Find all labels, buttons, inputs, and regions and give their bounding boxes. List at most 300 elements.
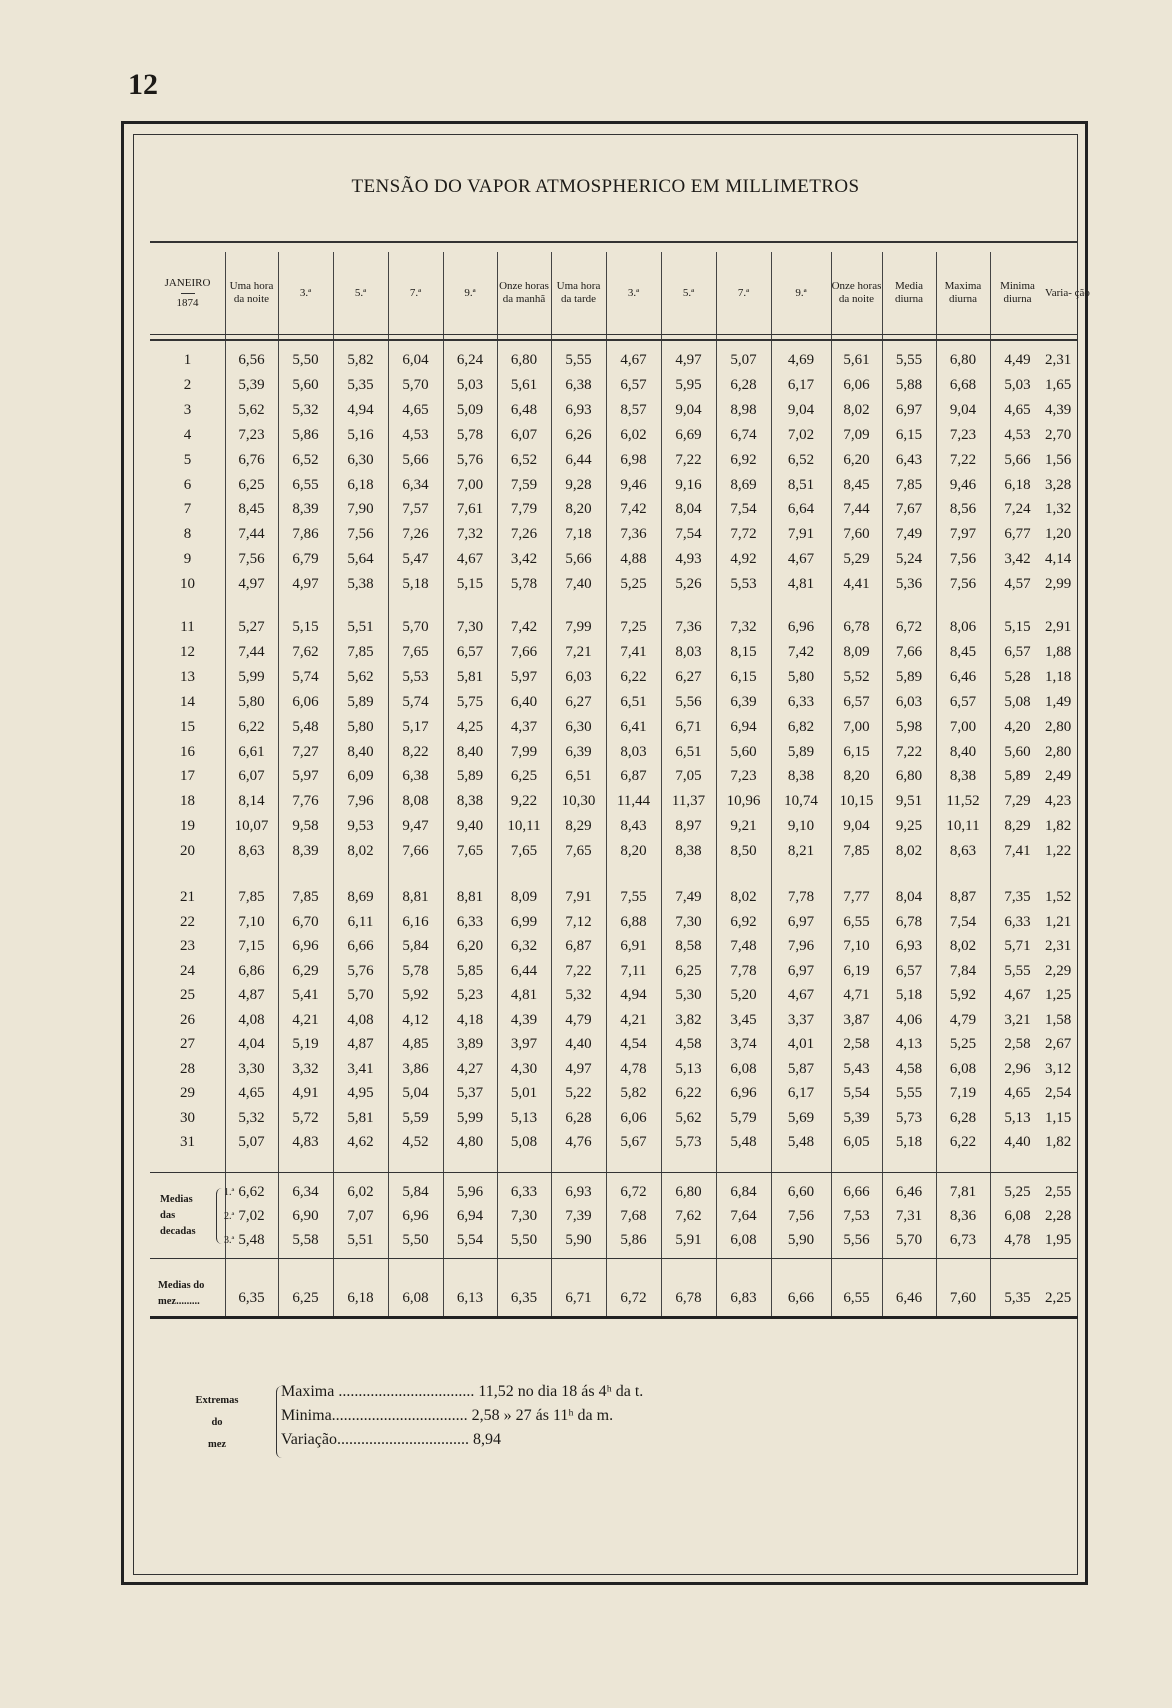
value-cell: 6,34 (292, 1184, 319, 1200)
value-cell: 9,53 (347, 818, 374, 835)
value-cell: 1,21 (1045, 913, 1072, 930)
value-cell: 4,39 (1045, 401, 1072, 418)
value-cell: 6,25 (292, 1290, 319, 1306)
value-cell: 6,38 (565, 376, 592, 393)
value-cell: 6,82 (787, 718, 815, 735)
value-cell: 7,02 (238, 1208, 265, 1224)
value-cell: 5,62 (238, 401, 265, 418)
value-cell: 5,90 (787, 1232, 815, 1248)
value-cell: 8,45 (949, 643, 977, 660)
value-cell: 5,61 (843, 352, 870, 368)
value-cell: 5,30 (675, 987, 702, 1003)
value-cell: 6,06 (620, 1109, 647, 1126)
value-cell: 7,48 (730, 938, 757, 954)
value-cell: 1,52 (1045, 889, 1072, 905)
value-cell: 7,56 (238, 551, 265, 568)
value-cell: 4,58 (675, 1036, 702, 1052)
value-cell: 7,24 (1004, 501, 1031, 518)
value-cell: 6,29 (292, 962, 319, 979)
value-cell: 6,24 (456, 352, 484, 368)
value-cell: 5,60 (730, 743, 757, 760)
value-cell: 5,86 (292, 426, 319, 443)
value-cell: 5,75 (456, 693, 484, 710)
value-cell: 6,69 (675, 426, 702, 443)
value-cell: 5,55 (895, 352, 923, 368)
value-cell: 7,54 (949, 913, 977, 930)
value-cell: 6,51 (565, 768, 592, 785)
value-cell: 5,71 (1004, 938, 1031, 954)
day-number: 29 (180, 1085, 195, 1101)
value-cell: 5,22 (565, 1085, 592, 1101)
value-cell: 5,50 (402, 1232, 429, 1248)
value-cell: 5,01 (510, 1085, 538, 1101)
value-cell: 6,76 (238, 451, 265, 468)
value-cell: 3,89 (456, 1036, 484, 1052)
value-cell: 2,91 (1045, 619, 1072, 635)
table-row (150, 522, 1078, 547)
value-cell: 9,47 (402, 818, 429, 835)
value-cell: 8,21 (787, 843, 815, 860)
value-cell: 6,41 (620, 718, 647, 735)
value-cell: 6,80 (510, 352, 538, 368)
value-cell: 5,26 (675, 576, 702, 593)
value-cell: 6,06 (843, 376, 870, 393)
value-cell: 2,31 (1045, 352, 1072, 368)
value-cell: 6,51 (675, 743, 702, 760)
value-cell: 7,77 (843, 889, 870, 905)
value-cell: 6,98 (620, 451, 647, 468)
value-cell: 7,60 (843, 526, 870, 543)
value-cell: 8,56 (949, 501, 977, 518)
day-number: 19 (180, 818, 195, 835)
value-cell: 4,40 (1004, 1134, 1031, 1150)
value-cell: 5,78 (402, 962, 429, 979)
value-cell: 7,22 (949, 451, 977, 468)
value-cell: 6,33 (1004, 913, 1031, 930)
day-number: 21 (180, 889, 195, 905)
value-cell: 4,23 (1045, 793, 1072, 810)
value-cell: 8,04 (895, 889, 923, 905)
value-cell: 3,97 (510, 1036, 538, 1052)
value-cell: 4,65 (238, 1085, 265, 1101)
value-cell: 1,82 (1045, 1134, 1072, 1150)
value-cell: 5,41 (292, 987, 319, 1003)
header-rule-thick (150, 339, 1078, 341)
header-year: 1874 (176, 296, 199, 309)
header-column: 5.ª (354, 286, 367, 299)
value-cell: 6,77 (1004, 526, 1031, 543)
value-cell: 6,15 (895, 426, 923, 443)
value-cell: 5,96 (456, 1184, 484, 1200)
value-cell: 5,55 (565, 352, 592, 368)
value-cell: 2,29 (1045, 962, 1072, 979)
value-cell: 5,88 (895, 376, 923, 393)
value-cell: 7,78 (787, 889, 815, 905)
value-cell: 7,39 (565, 1208, 592, 1224)
value-cell: 8,38 (456, 793, 484, 810)
value-cell: 7,85 (238, 889, 265, 905)
value-cell: 2,58 (843, 1036, 870, 1052)
value-cell: 7,23 (238, 426, 265, 443)
value-cell: 5,82 (620, 1085, 647, 1101)
table-row (150, 547, 1078, 572)
value-cell: 7,44 (238, 526, 265, 543)
value-cell: 7,85 (895, 476, 923, 493)
value-cell: 5,70 (402, 619, 429, 635)
day-number: 10 (180, 576, 195, 593)
header-rule (150, 334, 1078, 335)
value-cell: 6,09 (347, 768, 374, 785)
value-cell: 9,25 (895, 818, 923, 835)
value-cell: 4,53 (402, 426, 429, 443)
value-cell: 4,41 (843, 576, 870, 593)
month-mean-row (150, 1286, 1078, 1311)
value-cell: 7,36 (620, 526, 647, 543)
value-cell: 8,03 (675, 643, 702, 660)
header-column: Media diurna (894, 280, 924, 305)
value-cell: 4,87 (238, 987, 265, 1003)
value-cell: 6,28 (565, 1109, 592, 1126)
value-cell: 6,33 (787, 693, 815, 710)
value-cell: 6,80 (895, 768, 923, 785)
value-cell: 8,22 (402, 743, 429, 760)
value-cell: 7,49 (895, 526, 923, 543)
value-cell: 6,15 (730, 668, 757, 685)
value-cell: 6,33 (510, 1184, 538, 1200)
value-cell: 5,13 (1004, 1109, 1031, 1126)
value-cell: 9,04 (843, 818, 870, 835)
extremes-line: Variação................................. 8,94 (281, 1431, 501, 1448)
extremes-label (182, 1390, 252, 1456)
value-cell: 7,00 (949, 718, 977, 735)
value-cell: 7,86 (292, 526, 319, 543)
table-row (150, 423, 1078, 448)
value-cell: 4,20 (1004, 718, 1031, 735)
value-cell: 5,84 (402, 1184, 429, 1200)
value-cell: 4,76 (565, 1134, 592, 1150)
value-cell: 7,42 (620, 501, 647, 518)
value-cell: 4,65 (1004, 1085, 1031, 1101)
value-cell: 5,20 (730, 987, 757, 1003)
day-number: 27 (180, 1036, 195, 1052)
value-cell: 7,00 (456, 476, 484, 493)
value-cell: 5,25 (949, 1036, 977, 1052)
value-cell: 9,40 (456, 818, 484, 835)
value-cell: 8,57 (620, 401, 647, 418)
value-cell: 6,08 (730, 1232, 757, 1248)
value-cell: 5,18 (402, 576, 429, 593)
value-cell: 5,73 (675, 1134, 702, 1150)
value-cell: 9,21 (730, 818, 757, 835)
extremes-label-line: mez (207, 1439, 227, 1450)
value-cell: 7,55 (620, 889, 647, 905)
value-cell: 8,38 (787, 768, 815, 785)
value-cell: 7,99 (565, 619, 592, 635)
value-cell: 4,79 (949, 1011, 977, 1028)
value-cell: 5,62 (347, 668, 374, 685)
value-cell: 6,17 (787, 1085, 815, 1101)
day-number: 16 (180, 743, 195, 760)
value-cell: 5,64 (347, 551, 374, 568)
value-cell: 5,32 (238, 1109, 265, 1126)
value-cell: 6,35 (238, 1290, 265, 1306)
value-cell: 5,43 (843, 1060, 870, 1077)
value-cell: 6,34 (402, 476, 429, 493)
header-column: 7.ª (737, 286, 750, 299)
table-row (150, 348, 1078, 373)
value-cell: 7,32 (730, 619, 757, 635)
value-cell: 9,04 (949, 401, 977, 418)
value-cell: 6,06 (292, 693, 319, 710)
value-cell: 5,27 (238, 619, 265, 635)
value-cell: 6,57 (895, 962, 923, 979)
value-cell: 5,15 (292, 619, 319, 635)
value-cell: 6,05 (843, 1134, 870, 1150)
value-cell: 6,25 (238, 476, 265, 493)
value-cell: 6,96 (292, 938, 319, 954)
value-cell: 7,53 (843, 1208, 870, 1224)
value-cell: 6,72 (620, 1184, 647, 1200)
value-cell: 7,91 (787, 526, 815, 543)
day-number: 20 (180, 843, 195, 860)
value-cell: 5,76 (347, 962, 374, 979)
value-cell: 7,66 (402, 843, 429, 860)
value-cell: 3,28 (1045, 476, 1072, 493)
value-cell: 7,65 (565, 843, 592, 860)
extremes-line: Minima.................................. 2,58 » 27 ás 11ʰ da m. (281, 1407, 614, 1424)
value-cell: 3,82 (675, 1011, 702, 1028)
value-cell: 5,29 (843, 551, 870, 568)
value-cell: 6,02 (347, 1184, 374, 1200)
value-cell: 5,61 (510, 376, 538, 393)
value-cell: 10,11 (946, 818, 980, 835)
value-cell: 7,65 (510, 843, 538, 860)
header-column: 9.ª (464, 286, 476, 299)
value-cell: 7,25 (620, 619, 647, 635)
value-cell: 6,55 (843, 913, 870, 930)
value-cell: 5,25 (620, 576, 647, 593)
value-cell: 7,90 (347, 501, 374, 518)
value-cell: 4,78 (1004, 1232, 1031, 1248)
value-cell: 8,69 (730, 476, 757, 493)
value-cell: 5,03 (1004, 376, 1031, 393)
day-number: 4 (183, 426, 192, 443)
value-cell: 1,56 (1045, 451, 1072, 468)
value-cell: 9,46 (949, 476, 977, 493)
value-cell: 5,97 (510, 668, 538, 685)
value-cell: 8,45 (238, 501, 265, 518)
table-title: TENSÃO DO VAPOR ATMOSPHERICO EM MILLIMETROS (351, 176, 860, 197)
value-cell: 2,28 (1045, 1208, 1072, 1224)
value-cell: 6,25 (675, 962, 702, 979)
value-cell: 6,44 (565, 451, 592, 468)
value-cell: 5,66 (402, 451, 429, 468)
value-cell: 6,30 (347, 451, 374, 468)
value-cell: 11,52 (946, 793, 980, 810)
table-row (150, 983, 1078, 1008)
value-cell: 6,13 (456, 1290, 484, 1306)
day-number: 2 (183, 376, 192, 393)
value-cell: 8,02 (895, 843, 923, 860)
value-cell: 7,68 (620, 1208, 647, 1224)
value-cell: 1,49 (1045, 693, 1072, 710)
value-cell: 1,32 (1045, 501, 1072, 518)
value-cell: 6,22 (675, 1085, 702, 1101)
value-cell: 5,92 (402, 987, 429, 1003)
value-cell: 7,84 (949, 962, 977, 979)
value-cell: 5,81 (456, 668, 484, 685)
value-cell: 4,79 (565, 1011, 592, 1028)
value-cell: 1,25 (1045, 987, 1072, 1003)
value-cell: 7,66 (895, 643, 923, 660)
value-cell: 6,86 (238, 962, 265, 979)
value-cell: 6,22 (620, 668, 647, 685)
decade-number: 2.ª (224, 1211, 235, 1222)
value-cell: 7,85 (843, 843, 870, 860)
value-cell: 4,21 (620, 1011, 647, 1028)
value-cell: 6,78 (843, 619, 870, 635)
value-cell: 6,64 (787, 501, 815, 518)
header-column: 5.ª (682, 286, 695, 299)
header-column: 3.ª (299, 286, 312, 299)
value-cell: 6,57 (456, 643, 484, 660)
value-cell: 1,58 (1045, 1011, 1072, 1028)
value-cell: 6,87 (565, 938, 592, 954)
decade-means-label-line: das (160, 1210, 176, 1221)
value-cell: 6,94 (730, 718, 757, 735)
value-cell: 4,18 (456, 1011, 484, 1028)
value-cell: 2,80 (1045, 718, 1072, 735)
value-cell: 6,19 (843, 962, 870, 979)
value-cell: 6,66 (347, 938, 374, 954)
value-cell: 7,18 (565, 526, 592, 543)
value-cell: 6,18 (347, 476, 374, 493)
table-row (150, 497, 1078, 522)
value-cell: 6,80 (949, 352, 977, 368)
value-cell: 8,08 (402, 793, 429, 810)
value-cell: 6,52 (787, 451, 815, 468)
value-cell: 4,52 (402, 1134, 429, 1150)
value-cell: 6,17 (787, 376, 815, 393)
day-number: 3 (183, 401, 192, 418)
value-cell: 8,98 (730, 401, 757, 418)
value-cell: 6,27 (565, 693, 592, 710)
value-cell: 5,37 (456, 1085, 484, 1101)
value-cell: 1,65 (1045, 376, 1072, 393)
value-cell: 8,20 (565, 501, 592, 518)
header-month-year (150, 252, 225, 334)
value-cell: 4,37 (510, 718, 538, 735)
value-cell: 6,38 (402, 768, 429, 785)
table-row (150, 373, 1078, 398)
value-cell: 5,98 (895, 718, 923, 735)
value-cell: 5,87 (787, 1060, 815, 1077)
value-cell: 3,37 (787, 1011, 815, 1028)
value-cell: 6,71 (675, 718, 702, 735)
value-cell: 6,03 (895, 693, 923, 710)
value-cell: 4,85 (402, 1036, 429, 1052)
value-cell: 7,05 (675, 768, 702, 785)
value-cell: 4,91 (292, 1085, 319, 1101)
value-cell: 7,97 (949, 526, 977, 543)
table-row (150, 690, 1078, 715)
value-cell: 2,55 (1045, 1184, 1072, 1200)
value-cell: 7,99 (510, 743, 538, 760)
header-column: 9.ª (795, 286, 807, 299)
value-cell: 6,51 (620, 693, 647, 710)
value-cell: 3,42 (510, 551, 538, 568)
value-cell: 4,62 (347, 1134, 374, 1150)
value-cell: 5,50 (510, 1232, 538, 1248)
value-cell: 5,73 (895, 1109, 923, 1126)
day-number: 14 (180, 693, 195, 710)
value-cell: 5,84 (402, 938, 429, 954)
value-cell: 7,22 (895, 743, 923, 760)
header-dash (181, 293, 195, 294)
table-row (150, 398, 1078, 423)
value-cell: 7,56 (347, 526, 374, 543)
value-cell: 6,03 (565, 668, 592, 685)
value-cell: 5,66 (1004, 451, 1031, 468)
value-cell: 7,26 (510, 526, 538, 543)
value-cell: 5,52 (843, 668, 870, 685)
value-cell: 4,93 (675, 551, 702, 568)
value-cell: 7,41 (620, 643, 647, 660)
value-cell: 5,92 (949, 987, 977, 1003)
value-cell: 4,04 (238, 1036, 265, 1052)
value-cell: 6,97 (787, 962, 815, 979)
value-cell: 9,22 (510, 793, 538, 810)
value-cell: 7,67 (895, 501, 923, 518)
value-cell: 6,96 (402, 1208, 429, 1224)
value-cell: 5,55 (1004, 962, 1031, 979)
value-cell: 6,74 (730, 426, 757, 443)
header-month: JANEIRO (164, 276, 211, 289)
table-row (150, 740, 1078, 765)
value-cell: 8,81 (402, 889, 429, 905)
decade-number: 3.ª (224, 1235, 235, 1246)
value-cell: 5,55 (895, 1085, 923, 1101)
value-cell: 6,93 (895, 938, 923, 954)
value-cell: 5,09 (456, 401, 484, 418)
value-cell: 8,38 (949, 768, 977, 785)
value-cell: 9,04 (675, 401, 702, 418)
value-cell: 6,39 (565, 743, 592, 760)
value-cell: 8,45 (843, 476, 870, 493)
value-cell: 7,30 (675, 913, 702, 930)
value-cell: 5,70 (402, 376, 429, 393)
value-cell: 5,47 (402, 551, 429, 568)
value-cell: 8,29 (565, 818, 592, 835)
value-cell: 5,89 (1004, 768, 1031, 785)
extremes-label-line: Extremas (195, 1395, 239, 1406)
title-separator (150, 241, 1078, 243)
value-cell: 5,60 (1004, 743, 1031, 760)
value-cell: 6,20 (456, 938, 484, 954)
page-number: 12 (128, 68, 158, 101)
value-cell: 6,91 (620, 938, 647, 954)
value-cell: 7,57 (402, 501, 429, 518)
value-cell: 7,62 (675, 1208, 702, 1224)
value-cell: 5,51 (347, 1232, 374, 1248)
value-cell: 4,27 (456, 1060, 484, 1077)
value-cell: 5,18 (895, 987, 923, 1003)
value-cell: 10,15 (839, 793, 874, 810)
value-cell: 8,36 (949, 1208, 977, 1224)
value-cell: 2,99 (1045, 576, 1072, 593)
value-cell: 6,46 (895, 1184, 923, 1200)
value-cell: 7,61 (456, 501, 484, 518)
